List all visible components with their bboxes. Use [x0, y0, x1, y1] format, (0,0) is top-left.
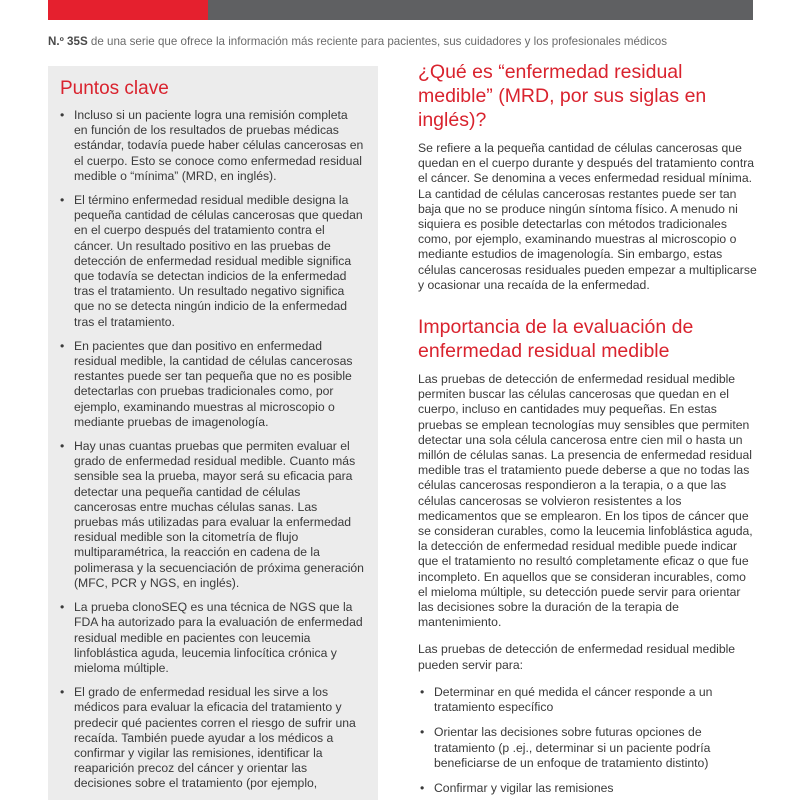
main-column — [418, 60, 758, 800]
key-points-list — [58, 108, 364, 792]
section-list-intro: Las pruebas de detección de enfermedad residual medible pueden servir para: — [418, 642, 736, 672]
key-point-item: • Hay unas cuantas pruebas que permiten evaluar el grado de enfermedad residual medible. Cuanto más sensible sea la prueba, mayor será su eficacia para detectar una pequeña cantidad de células cancerosas entre muchas células sanas. Las pruebas más utilizadas para evaluar la enfermedad residual medible son la citometría de flujo multiparamétrica, la reacción en cadena de la polimerasa y la secuenciación de próxima generación (MFC, PCR y NGS, en inglés). — [58, 439, 364, 591]
header-accent-bar — [48, 0, 208, 20]
header-bar — [48, 0, 753, 20]
uses-list-item: • Determinar en qué medida el cáncer responde a un tratamiento específico — [418, 685, 758, 715]
key-point-item: • El grado de enfermedad residual les sirve a los médicos para evaluar la eficacia del tratamiento y predecir qué pacientes corren el riesgo de sufrir una recaída. También puede ayudar a los médicos a confirmar y vigilar las remisiones, identificar la reaparición precoz del cáncer y orientar las decisiones sobre el tratamiento (por ejemplo, — [58, 685, 364, 791]
key-point-item: • La prueba clonoSEQ es una técnica de NGS que la FDA ha autorizado para la evaluación de enfermedad residual medible en pacientes con leucemia linfoblástica aguda, leucemia linfocítica crónica y mieloma múltiple. — [58, 600, 364, 676]
key-points-title: Puntos clave — [60, 78, 169, 99]
key-points-box — [48, 66, 378, 800]
series-number: N.º 35S — [48, 35, 88, 48]
section-heading-importance: Importancia de la evaluación de enfermedad residual medible — [418, 316, 694, 363]
section-body-importance: Las pruebas de detección de enfermedad residual medible permiten buscar las células cancerosas que quedan en el cuerpo, incluso en cantidades muy pequeñas. En estas pruebas se emplean tecnologías muy sensibles que permiten detectar una sola célula cancerosa entre cien mil o hasta un millón de células sanas. La presencia de enfermedad residual medible tras el tratamiento puede deberse a que no todas las células cancerosas respondieron a la terapia, o a que las células cancerosas se volvieron resistentes a los medicamentos que se emplearon. En los tipos de cáncer que se consideran curables, como la leucemia linfoblástica aguda, la detección de enfermedad residual medible puede indicar que el tratamiento no resultó completamente eficaz o que fue incompleto. En aquellos que se consideran incurables, como el mieloma múltiple, su detección puede servir para orientar las decisiones sobre la duración de la terapia de mantenimiento. — [418, 372, 753, 630]
uses-list-item: • Confirmar y vigilar las remisiones — [418, 781, 758, 796]
section-body-mrd: Se refiere a la pequeña cantidad de células cancerosas que quedan en el cuerpo durante y después del tratamiento contra el cáncer. Se denomina a veces enfermedad residual mínima. La cantidad de células cancerosas restantes puede ser tan baja que no se produce ningún síntoma físico. A menudo ni siquiera es posible detectarlas con métodos tradicionales como, por ejemplo, examinando muestras al microscopio o mediante estudios de imagenología. Sin embargo, estas células cancerosas residuales pueden empezar a multiplicarse y ocasionar una recaída de la enfermedad. — [418, 141, 757, 292]
series-text: de una serie que ofrece la información más reciente para pacientes, sus cuidadores y los profesionales médicos — [87, 35, 668, 48]
section-heading-mrd: ¿Qué es “enfermedad residual medible” (MRD, por sus siglas en inglés)? — [418, 61, 707, 131]
uses-list-item: • Orientar las decisiones sobre futuras opciones de tratamiento (p .ej., determinar si un paciente podría beneficiarse de un enfoque de tratamiento distinto) — [418, 725, 758, 771]
key-point-item: • El término enfermedad residual medible designa la pequeña cantidad de células cancerosas que quedan en el cuerpo después del tratamiento contra el cáncer. Un resultado positivo en las pruebas de detección de enfermedad residual medible significa que todavía se detectan indicios de la enfermedad tras el tratamiento. Un resultado negativo significa que no se detecta ningún indicio de la enfermedad tras el tratamiento. — [58, 193, 364, 330]
series-line — [48, 35, 768, 48]
uses-list — [418, 685, 758, 796]
key-point-item: • Incluso si un paciente logra una remisión completa en función de los resultados de pruebas médicas estándar, todavía puede haber células cancerosas en el cuerpo. Esto se conoce como enfermedad residual medible o “mínima” (MRD, en inglés). — [58, 108, 364, 184]
key-point-item: • En pacientes que dan positivo en enfermedad residual medible, la cantidad de células cancerosas restantes puede ser tan pequeña que no es posible detectarlas con pruebas tradicionales como, por ejemplo, examinando muestras al microscopio o mediante pruebas de imagenología. — [58, 339, 364, 430]
